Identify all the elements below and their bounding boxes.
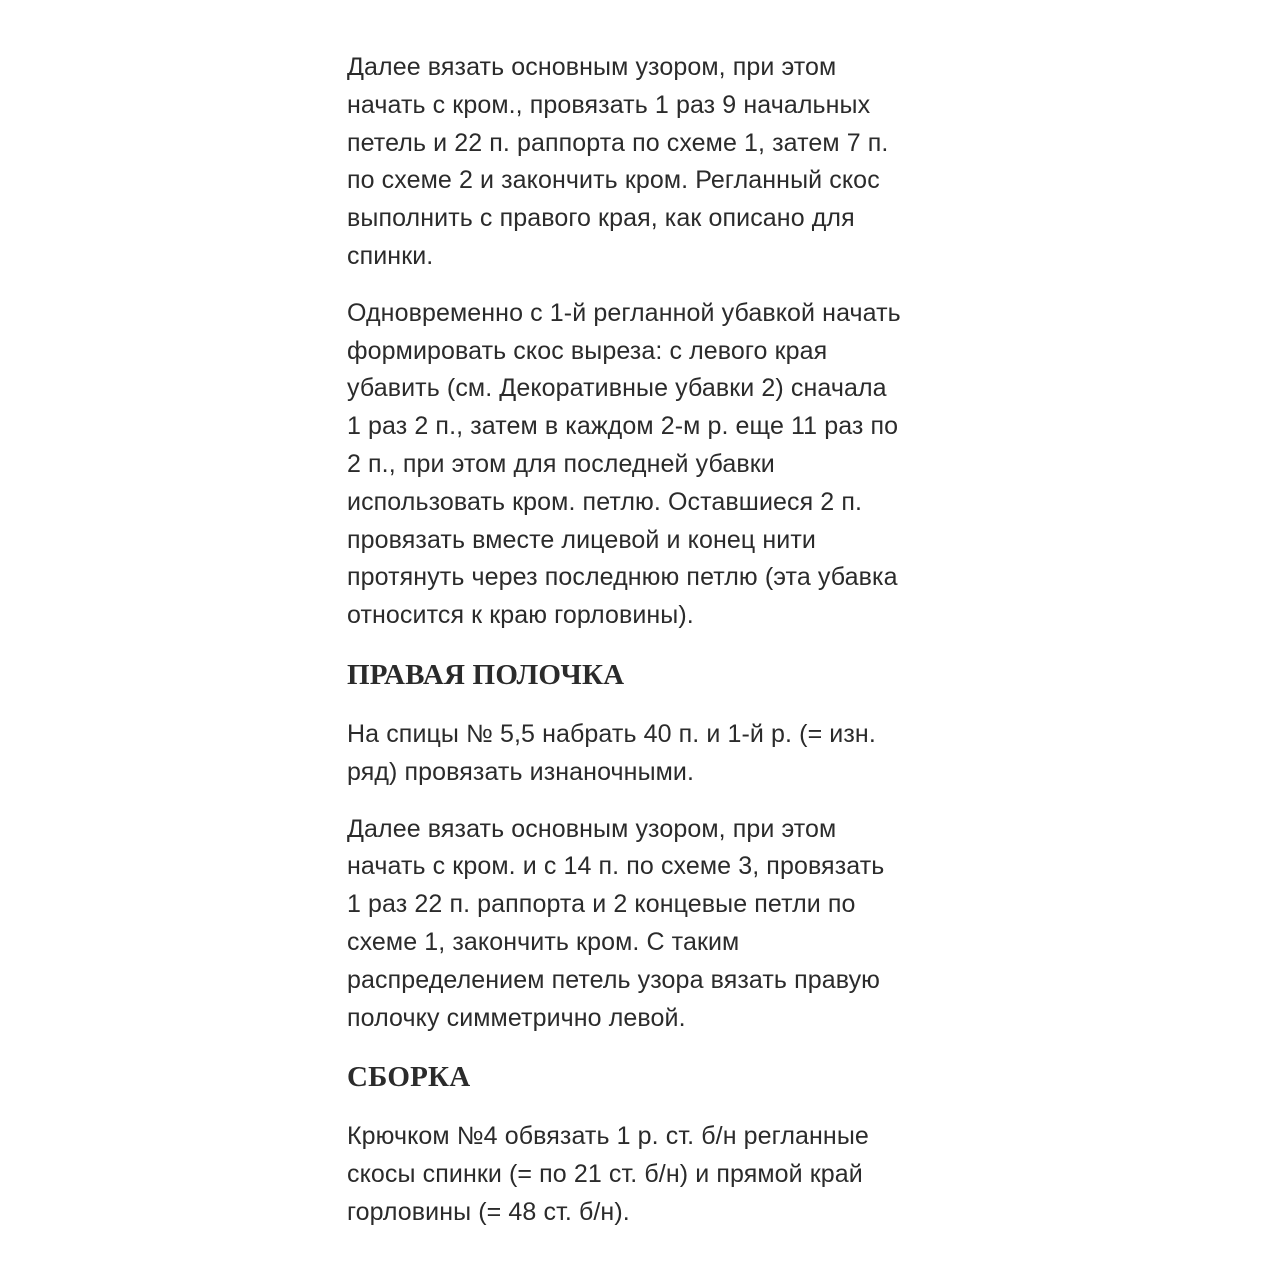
text-line: 1 раз 22 п. раппорта и 2 концевые петли по	[347, 890, 856, 919]
text-line: полочку симметрично левой.	[347, 1003, 686, 1032]
text-line: протянуть через последнюю петлю (эта убавка	[347, 563, 898, 592]
article-body	[347, 49, 947, 1232]
text-line: начать с кром., провязать 1 раз 9 начальных	[347, 90, 871, 119]
text-line: формировать скос выреза: с левого края	[347, 336, 828, 365]
text-line: спинки.	[347, 241, 434, 270]
text-line: провязать вместе лицевой и конец нити	[347, 525, 816, 554]
text-line: горловины (= 48 ст. б/н).	[347, 1197, 630, 1226]
text-line: На спицы № 5,5 набрать 40 п. и 1-й р. (= изн.	[347, 719, 876, 748]
section-heading-right-front: ПРАВАЯ ПОЛОЧКА	[347, 658, 625, 691]
text-line: по схеме 2 и закончить кром. Регланный скос	[347, 166, 880, 195]
paragraph-right-front-pattern	[347, 811, 947, 1038]
text-line: Далее вязать основным узором, при этом	[347, 814, 837, 843]
paragraph-main-pattern	[347, 49, 947, 276]
text-line: 2 п., при этом для последней убавки	[347, 449, 775, 478]
text-line: ряд) провязать изнаночными.	[347, 757, 695, 786]
text-line: выполнить с правого края, как описано для	[347, 204, 855, 233]
text-line: убавить (см. Декоративные убавки 2) сначала	[347, 374, 887, 403]
text-line: начать с кром. и с 14 п. по схеме 3, провязать	[347, 852, 885, 881]
text-line: относится к краю горловины).	[347, 601, 694, 630]
text-line: схеме 1, закончить кром. С таким	[347, 927, 740, 956]
text-line: распределением петель узора вязать правую	[347, 965, 881, 994]
paragraph-assembly	[347, 1118, 947, 1231]
paragraph-cast-on	[347, 716, 947, 792]
text-line: Одновременно с 1-й регланной убавкой начать	[347, 298, 901, 327]
text-line: петель и 22 п. раппорта по схеме 1, затем 7 п.	[347, 128, 889, 157]
text-line: Крючком №4 обвязать 1 р. ст. б/н регланные	[347, 1122, 869, 1151]
text-line: 1 раз 2 п., затем в каждом 2-м р. еще 11 раз по	[347, 412, 899, 441]
section-heading-assembly: СБОРКА	[347, 1061, 471, 1094]
text-line: использовать кром. петлю. Оставшиеся 2 п.	[347, 487, 863, 516]
paragraph-neckline-shaping	[347, 295, 947, 635]
text-line: Далее вязать основным узором, при этом	[347, 53, 837, 81]
text-line: скосы спинки (= по 21 ст. б/н) и прямой край	[347, 1160, 863, 1189]
